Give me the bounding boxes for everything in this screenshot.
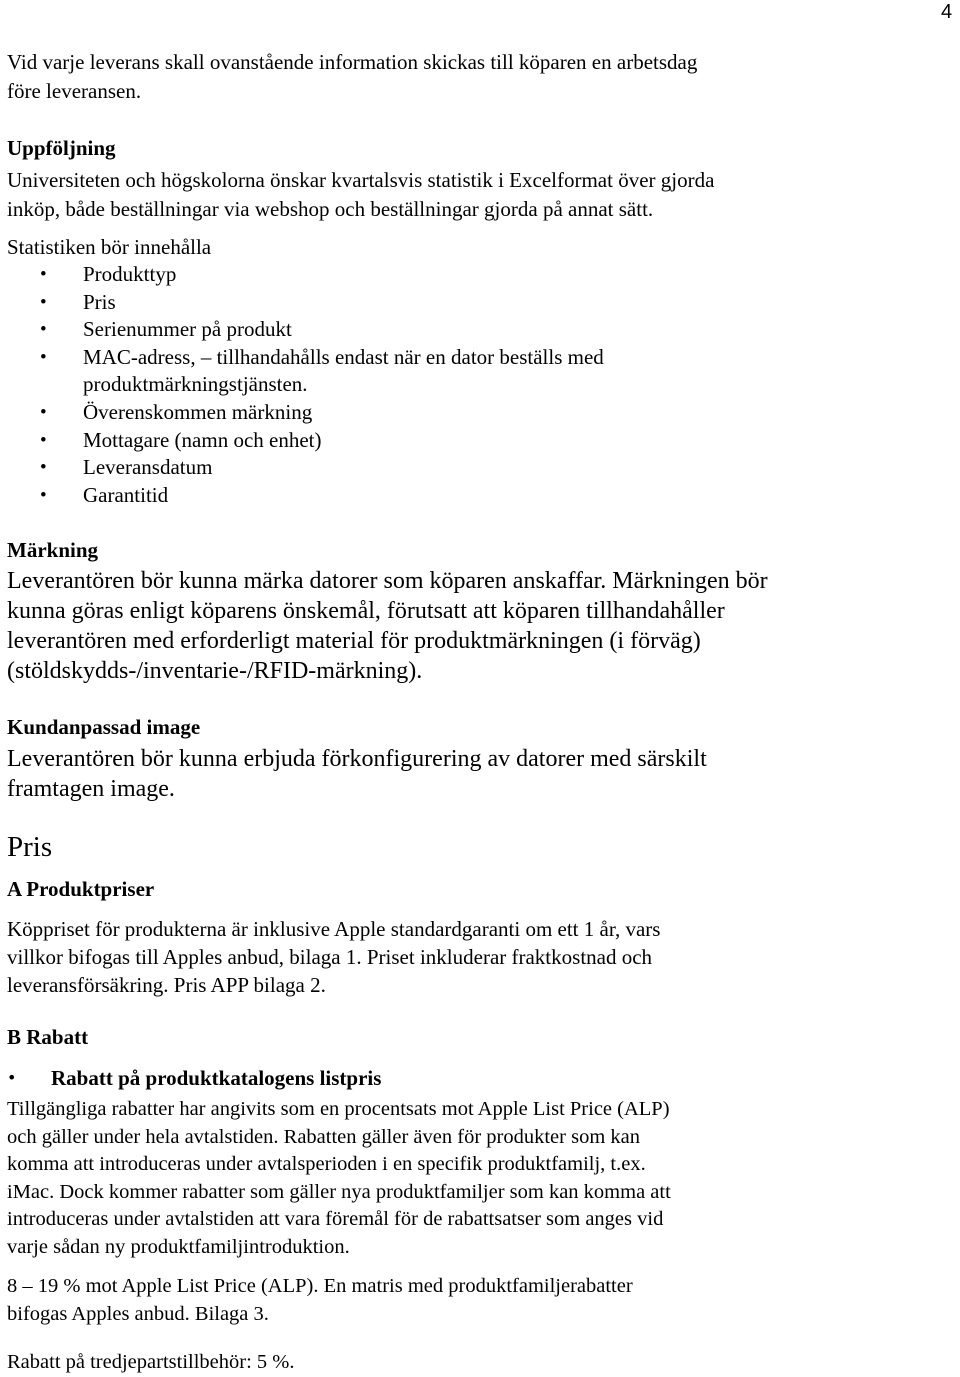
bullet-icon: • [40,319,47,341]
bullet-icon: • [40,429,47,451]
statistics-list [40,261,604,509]
price-b-line-3: komma att introduceras under avtalsperioden i en specifik produktfamilj, t.ex. [7,1153,646,1175]
price-a-line-1: Köppriset för produkterna är inklusive Apple standardgaranti om ett 1 år, vars [7,917,661,941]
price-b-line-2: och gäller under hela avtalstiden. Rabatten gäller även för produkter som kan [7,1125,640,1148]
discount-range-line-1: 8 – 19 % mot Apple List Price (ALP). En matris med produktfamiljerabatter [7,1275,633,1297]
discount-bullet-heading: • Rabatt på produktkatalogens listpris [7,1063,381,1093]
third-party-discount: Rabatt på tredjepartstillbehör: 5 %. [7,1351,295,1373]
price-b-heading: B Rabatt [7,1025,89,1049]
statistics-intro: Statistiken bör innehålla [7,235,212,259]
marking-line-4: (stöldskydds-/inventarie-/RFID-märkning). [7,658,423,684]
price-heading: Pris [7,831,53,863]
marking-line-3: leverantören med erforderligt material för produktmärkningen (i förväg) [7,628,701,654]
list-item: • Pris [40,289,604,317]
bullet-icon: • [40,457,47,479]
price-b-line-1: Tillgängliga rabatter har angivits som en procentsats mot Apple List Price (ALP) [7,1098,670,1120]
price-a-line-2: villkor bifogas till Apples anbud, bilaga 1. Priset inkluderar fraktkostnad och [7,945,653,969]
bullet-icon: • [7,1068,17,1087]
intro-line-2: före leveransen. [7,79,142,103]
price-b-line-6: varje sådan ny produktfamiljintroduktion. [7,1235,350,1258]
followup-line-1: Universiteten och högskolorna önskar kvartalsvis statistik i Excelformat över gjorda [7,168,715,192]
custom-image-line-1: Leverantören bör kunna erbjuda förkonfigurering av datorer med särskilt [7,746,707,772]
price-b-line-4: iMac. Dock kommer rabatter som gäller nya produktfamiljer som kan komma att [7,1180,671,1203]
list-item: • Leveransdatum [40,454,604,482]
bullet-icon: • [40,291,47,313]
bullet-icon: • [40,401,47,423]
price-a-line-3: leveransförsäkring. Pris APP bilaga 2. [7,973,326,997]
list-item: • Överenskommen märkning [40,399,604,427]
price-a-heading: A Produktpriser [7,877,155,901]
list-item: • MAC-adress, – tillhandahålls endast när en dator beställs med produktmärkningstjänsten. [40,344,604,397]
discount-range-line-2: bifogas Apples anbud. Bilaga 3. [7,1302,269,1325]
marking-line-2: kunna göras enligt köparens önskemål, förutsatt att köparen tillhandahåller [7,598,725,624]
followup-heading: Uppföljning [7,136,116,160]
bullet-icon: • [40,264,47,285]
marking-line-1: Leverantören bör kunna märka datorer som köparen anskaffar. Märkningen bör [7,568,768,594]
page-number: 4 [941,1,953,23]
followup-line-2: inköp, både beställningar via webshop och beställningar gjorda på annat sätt. [7,197,654,221]
custom-image-line-2: framtagen image. [7,776,175,802]
list-item: • Mottagare (namn och enhet) [40,427,604,455]
intro-line-1: Vid varje leverans skall ovanstående information skickas till köparen en arbetsdag [7,50,698,74]
bullet-icon: • [40,346,47,368]
bullet-icon: • [40,484,47,506]
list-item: • Serienummer på produkt [40,316,604,344]
price-b-line-5: introduceras under avtalstiden att vara föremål för de rabattsatser som anges vid [7,1208,664,1230]
marking-heading: Märkning [7,538,99,562]
custom-image-heading: Kundanpassad image [7,715,201,739]
list-item: • Garantitid [40,482,604,510]
list-item: • Produkttyp [40,261,604,289]
